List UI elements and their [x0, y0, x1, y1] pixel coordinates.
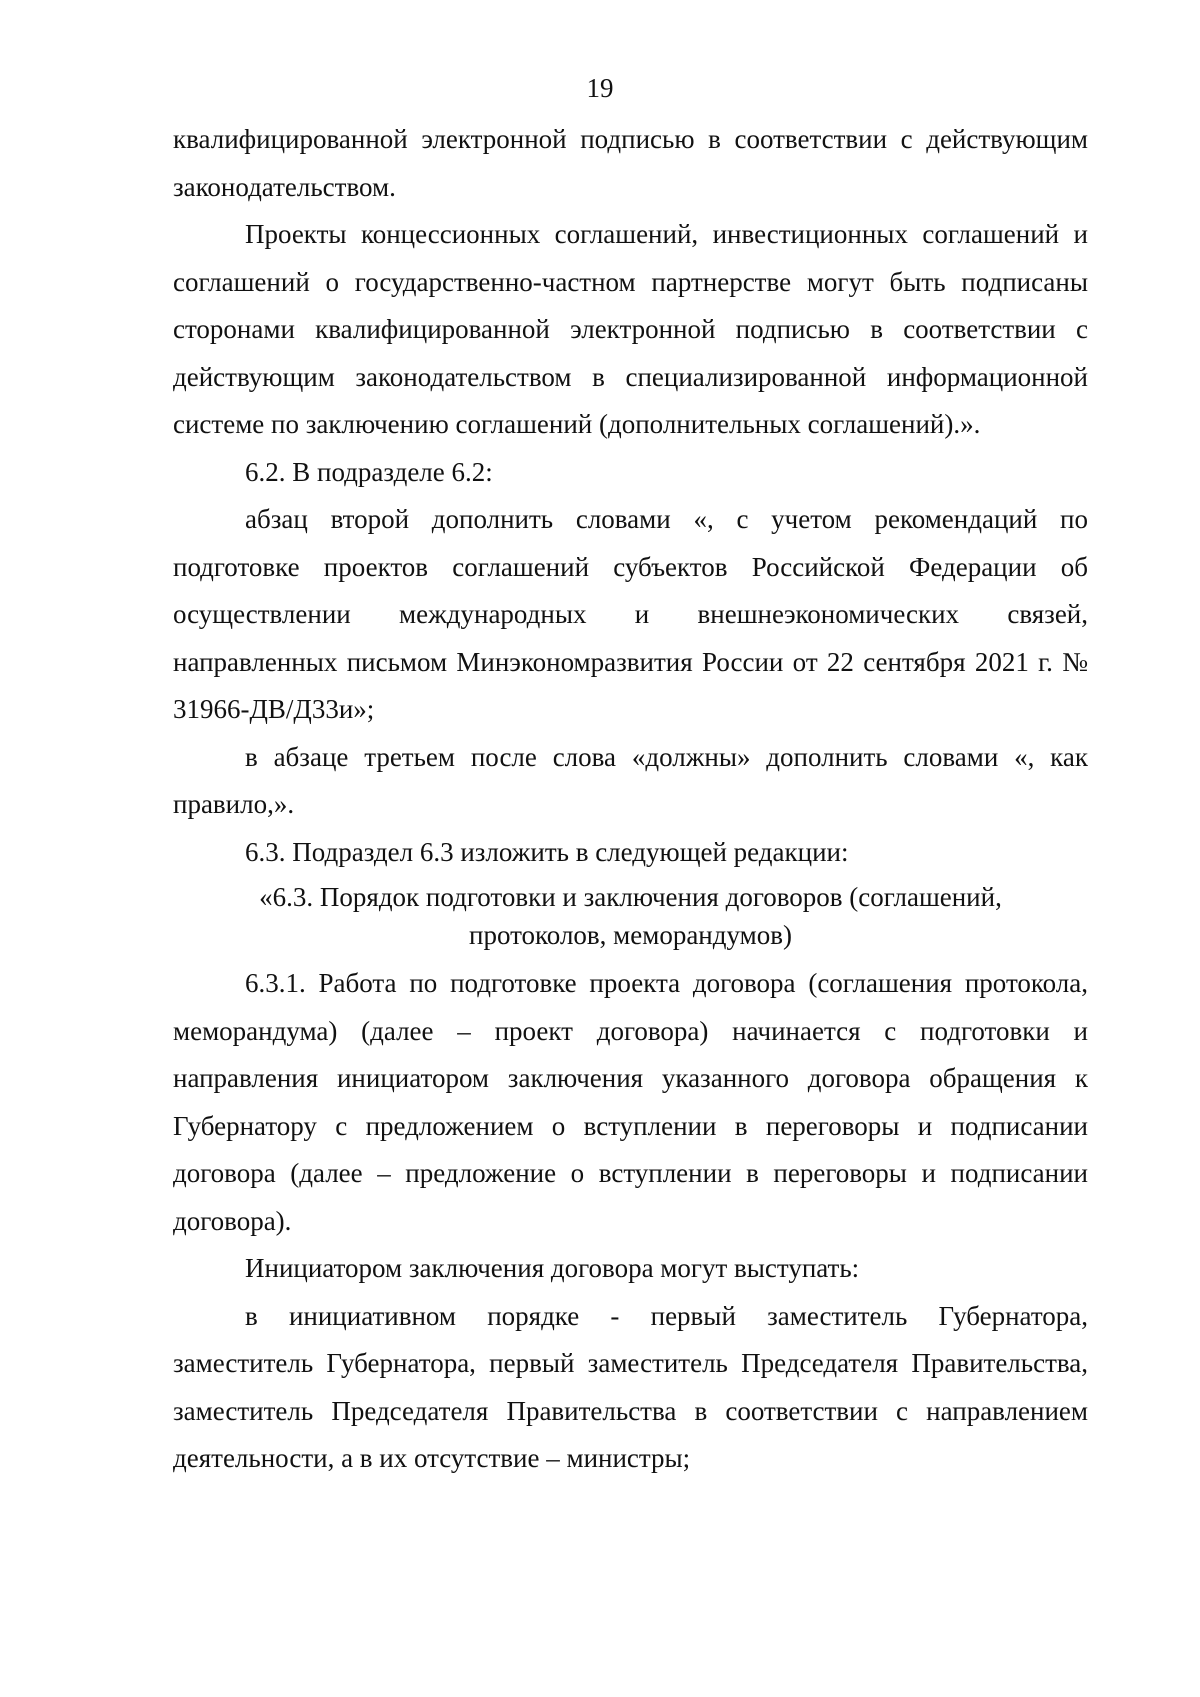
paragraph-second-abzac: абзац второй дополнить словами «, с учетом рекомендаций по подготовке проектов соглашений субъектов Российской Федерации об осуществлении международных и внешнеэкономических связей, направленных письмом Минэкономразвития России от 22 сентября 2021 г. № 31966-ДВ/Д33и»; — [173, 504, 1088, 724]
paragraph-third-abzac: в абзаце третьем после слова «должны» дополнить словами «, как правило,». — [173, 741, 1088, 819]
section-heading — [173, 876, 1088, 960]
document-body — [173, 116, 1088, 1483]
paragraph-6-3-1: 6.3.1. Работа по подготовке проекта договора (соглашения протокола, меморандума) (далее – проект договора) начинается с подготовки и направления инициатором заключения указанного договора обращения к Губернатору с предложением о вступлении в переговоры и подписании договора (далее – предложение о вступлении в переговоры и подписании договора). — [173, 968, 1088, 1236]
section-heading-line-1: «6.3. Порядок подготовки и заключения договоров (соглашений, — [259, 882, 1002, 912]
page-number: 19 — [586, 73, 614, 103]
section-heading-line-2: протоколов, меморандумов) — [469, 920, 792, 950]
paragraph-initiative-order: в инициативном порядке - первый заместитель Губернатора, заместитель Губернатора, первый заместитель Председателя Правительства, заместитель Председателя Правительства в соответствии с направлением деятельности, а в их отсутствие – министры; — [173, 1300, 1088, 1473]
paragraph-signature-continuation: квалифицированной электронной подписью в соответствии с действующим законодательством. — [173, 124, 1088, 202]
paragraph-section-6-3-intro: 6.3. Подраздел 6.3 изложить в следующей редакции: — [245, 836, 849, 867]
paragraph-concession-projects: Проекты концессионных соглашений, инвестиционных соглашений и соглашений о государственно-частном партнерстве могут быть подписаны сторонами квалифицированной электронной подписью в соответствии с действующим законодательством в специализированной информационной системе по заключению соглашений (дополнительных соглашений).». — [173, 219, 1088, 439]
paragraph-initiators: Инициатором заключения договора могут выступать: — [245, 1253, 860, 1283]
paragraph-section-6-2: 6.2. В подразделе 6.2: — [245, 456, 493, 487]
